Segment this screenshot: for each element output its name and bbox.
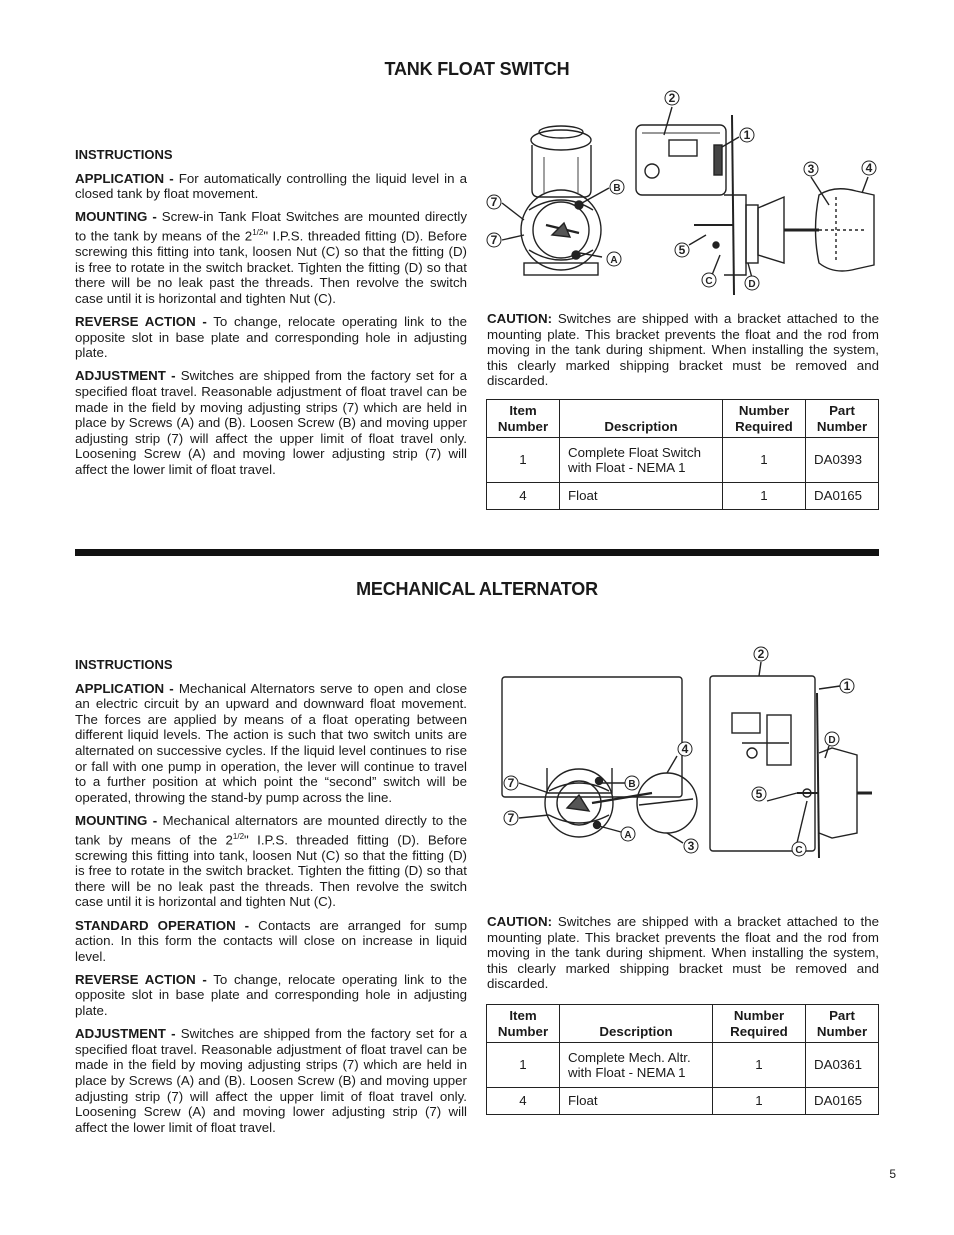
callout-7-upper: 7 [490,195,498,209]
adjustment-paragraph: ADJUSTMENT - Switches are shipped from the factory set for a specified float travel. Reasonable adjustment of float travel can be made in the field by moving adjusting strips (7) which are held in place by Screws (A) and (B). Loosen Screw (B) and moving upper adjusting strip (7) will affect the upper limit of float travel only. Loosening Screw (A) and moving lower adjusting strip (7) will affect the lower limit of float travel. [75,1026,467,1135]
callout-2: 2 [668,91,676,105]
table-header-row [487,1005,879,1043]
callout-1: 1 [843,679,851,693]
header-number-required: Number Required [713,1005,806,1043]
reverse-action-paragraph: REVERSE ACTION - To change, relocate operating link to the opposite slot in base plate and corresponding hole in adjusting plate. [75,971,467,1019]
callout-5: 5 [755,787,763,801]
mechanical-alternator-diagram [497,643,877,863]
instructions-column-1 [75,147,467,485]
section-title-tank-float-switch: TANK FLOAT SWITCH [384,59,570,79]
table-row [487,483,879,510]
caution-paragraph: CAUTION: Switches are shipped with a bracket attached to the mounting plate. This bracket prevents the float and the rod from moving in the tank during shipment. When installing the system, this clearly marked shipping bracket must be removed and discarded. [487,311,879,389]
callout-4: 4 [681,742,689,756]
section-divider [75,549,879,556]
mounting-paragraph: MOUNTING - Mechanical alternators are mounted directly to the tank by means of the $2^{1/2}$" I.P.S. threaded fitting (D). Before screwing this fitting into tank, loosen Nut (C) so that the fitting (D) is free to rotate in the switch bracket. Tighten the fitting (D) so that there will be no leak past the threads. Then revolve the switch case until it is horizontal and tighten Nut (C). [75,812,467,910]
callout-2: 2 [757,647,765,661]
callout-a: A [624,830,632,841]
parts-table-2 [486,1004,879,1115]
callout-7-lower: 7 [507,811,515,825]
cell-part: DA0165 [806,483,879,510]
table-row [487,438,879,483]
caution-block-2 [487,914,879,1000]
adjustment-paragraph: ADJUSTMENT - Switches are shipped from the factory set for a specified float travel. Reasonable adjustment of float travel can be made in the field by moving adjusting strips (7) which are held in place by Screws (A) and (B). Loosen Screw (B) and moving upper adjusting strip (7) will affect the upper limit of float travel only. Loosening Screw (A) and moving lower adjusting strip (7) will affect the lower limit of float travel. [75,368,467,477]
cell-description: Complete Float Switch with Float - NEMA 1 [560,438,723,483]
header-item-number: Item Number [487,400,560,438]
header-description: Description [560,400,723,438]
cell-required: 1 [713,1043,806,1088]
callout-a: A [610,255,618,266]
standard-operation-paragraph: STANDARD OPERATION - Contacts are arranged for sump action. In this form the contacts will close on increase in liquid level. [75,917,467,964]
table-row [487,1043,879,1088]
cell-required: 1 [723,483,806,510]
cell-required: 1 [723,438,806,483]
callout-1: 1 [743,128,751,142]
section-title-mechanical-alternator: MECHANICAL ALTERNATOR [356,579,598,599]
header-item-number: Item Number [487,1005,560,1043]
callout-c: C [705,276,713,287]
table-row [487,1088,879,1115]
header-part-number: Part Number [806,1005,879,1043]
cell-item: 1 [487,1043,560,1088]
cell-part: DA0361 [806,1043,879,1088]
header-description: Description [560,1005,713,1043]
cell-required: 1 [713,1088,806,1115]
cell-description: Float [560,483,723,510]
instructions-column-2 [75,657,467,1143]
cell-description: Complete Mech. Altr. with Float - NEMA 1 [560,1043,713,1088]
cell-part: DA0393 [806,438,879,483]
header-number-required: Number Required [723,400,806,438]
cell-description: Float [560,1088,713,1115]
callout-b: B [613,183,621,194]
callout-c: C [795,845,803,856]
header-part-number: Part Number [806,400,879,438]
cell-part: DA0165 [806,1088,879,1115]
page-number: 5 [889,1167,896,1181]
cell-item: 1 [487,438,560,483]
application-paragraph: APPLICATION - For automatically controlling the liquid level in a closed tank by float movement. [75,170,467,202]
callout-4: 4 [865,161,873,175]
mounting-paragraph: MOUNTING - Screw-in Tank Float Switches are mounted directly to the tank by means of the $2^{1/2}$" I.P.S. threaded fitting (D). Before screwing this fitting into tank, loosen Nut (C) so that the fitting (D) is free to rotate in the switch bracket. Tighten the fitting (D) so that there will be no leak past the threads. Then revolve the switch case until it is horizontal and tighten Nut (C). [75,209,467,306]
callout-7-upper: 7 [507,776,515,790]
callout-3: 3 [687,839,695,853]
table-header-row [487,400,879,438]
callout-3: 3 [807,162,815,176]
callout-d: D [828,735,836,746]
tank-float-switch-diagram [484,85,884,300]
caution-paragraph: CAUTION: Switches are shipped with a bracket attached to the mounting plate. This bracket prevents the float and the rod from moving in the tank during shipment. When installing the system, this clearly marked shipping bracket must be removed and discarded. [487,914,879,992]
callout-5: 5 [678,243,686,257]
instructions-heading: INSTRUCTIONS [75,657,173,672]
reverse-action-paragraph: REVERSE ACTION - To change, relocate operating link to the opposite slot in base plate and corresponding hole in adjusting plate. [75,313,467,361]
callout-b: B [628,779,636,790]
application-paragraph: APPLICATION - Mechanical Alternators serve to open and close an electric circuit by an upward and downward float movement. The forces are applied by means of a float operating between different liquid levels. The action is such that two switch units are alternated on successive cycles. If the liquid level continues to rise or fall with one pump in operation, the lever will continue to travel to a further position at which point the “second” switch will be operated, throwing the stand-by pump across the line. [75,680,467,805]
cell-item: 4 [487,483,560,510]
callout-d: D [748,279,756,290]
cell-item: 4 [487,1088,560,1115]
parts-table-1 [486,399,879,510]
caution-block-1 [487,311,879,397]
callout-7-lower: 7 [490,233,498,247]
instructions-heading: INSTRUCTIONS [75,147,173,162]
